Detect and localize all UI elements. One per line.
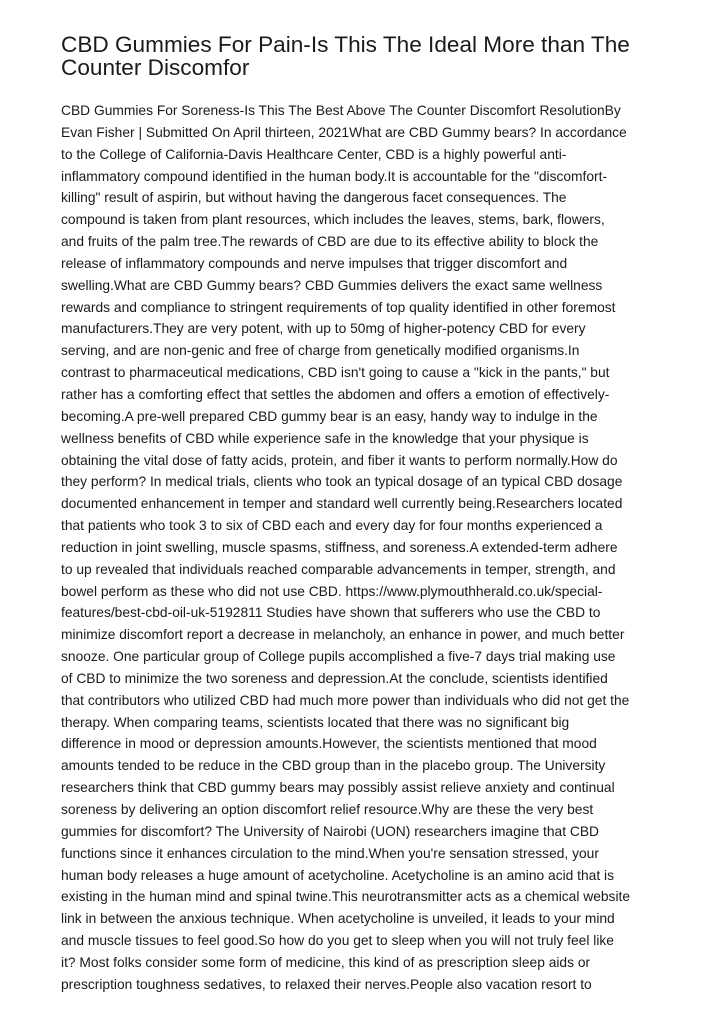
body-text-line: minimize discomfort report a decrease in melancholy, an enhance in power, and much better xyxy=(61,627,625,643)
document-body xyxy=(61,100,671,996)
body-text-line: obtaining the vital dose of fatty acids, protein, and fiber it wants to perform normally.How do xyxy=(61,452,618,468)
body-text-line: rather has a comforting effect that settles the abdomen and offers a emotion of effectively- xyxy=(61,386,610,402)
document-title xyxy=(61,33,671,79)
body-text-line: rewards and compliance to stringent requirements of top quality identified in other foremost xyxy=(61,299,616,315)
body-text-line: contrast to pharmaceutical medications, CBD isn't going to cause a "kick in the pants," but xyxy=(61,365,610,381)
body-text-line: swelling.What are CBD Gummy bears? CBD Gummies delivers the exact same wellness xyxy=(61,277,603,293)
body-text-line: bowel perform as these who did not use CBD. https://www.plymouthherald.co.uk/special- xyxy=(61,583,603,599)
body-text-line: Evan Fisher | Submitted On April thirteen, 2021What are CBD Gummy bears? In accordance xyxy=(61,124,627,140)
body-text-line: amounts tended to be reduce in the CBD group than in the placebo group. The University xyxy=(61,758,606,774)
body-text-line: to up revealed that individuals reached comparable advancements in temper, strength, and xyxy=(61,561,616,577)
body-text-line: functions since it enhances circulation to the mind.When you're sensation stressed, your xyxy=(61,845,599,861)
body-text-line: existing in the human mind and spinal twine.This neurotransmitter acts as a chemical website xyxy=(61,889,631,905)
body-text-line: killing" result of aspirin, but without having the dangerous facet consequences. The xyxy=(61,190,567,206)
body-text-line: human body releases a huge amount of acetycholine. Acetycholine is an amino acid that is xyxy=(61,867,614,883)
body-text-line: becoming.A pre-well prepared CBD gummy bear is an easy, handy way to indulge in the xyxy=(61,408,598,424)
body-text-line: to the College of California-Davis Healthcare Center, CBD is a highly powerful anti- xyxy=(61,146,567,162)
body-text-line: wellness benefits of CBD while experience safe in the knowledge that your physique is xyxy=(61,430,589,446)
body-text-line: compound is taken from plant resources, which includes the leaves, stems, bark, flowers, xyxy=(61,212,605,228)
body-text-line: and fruits of the palm tree.The rewards of CBD are due to its effective ability to block the xyxy=(61,234,599,250)
body-text-line: CBD Gummies For Soreness-Is This The Best Above The Counter Discomfort ResolutionBy xyxy=(61,103,621,118)
body-text-line: serving, and are non-genic and free of charge from genetically modified organisms.In xyxy=(61,343,580,359)
title-line: CBD Gummies For Pain-Is This The Ideal More than The xyxy=(61,32,630,57)
body-text-line: and muscle tissues to feel good.So how do you get to sleep when you will not truly feel like xyxy=(61,933,614,949)
body-text-line: they perform? In medical trials, clients who took an typical dosage of an typical CBD dosage xyxy=(61,474,623,490)
body-text-line: that patients who took 3 to six of CBD each and every day for four months experienced a xyxy=(61,518,603,534)
body-text-line: therapy. When comparing teams, scientists located that there was no significant big xyxy=(61,714,570,730)
body-text-line: documented enhancement in temper and standard well currently being.Researchers located xyxy=(61,496,623,512)
title-line: Counter Discomfor xyxy=(61,55,250,80)
body-text-line: it? Most folks consider some form of medicine, this kind of as prescription sleep aids or xyxy=(61,954,591,970)
body-text-line: difference in mood or depression amounts.However, the scientists mentioned that mood xyxy=(61,736,597,752)
body-text-line: snooze. One particular group of College pupils accomplished a five-7 days trial making use xyxy=(61,649,616,665)
body-text-line: reduction in joint swelling, muscle spasms, stiffness, and soreness.A extended-term adhere xyxy=(61,539,618,555)
body-text-line: soreness by delivering an option discomfort relief resource.Why are these the very best xyxy=(61,802,594,817)
body-text-line: of CBD to minimize the two soreness and depression.At the conclude, scientists identified xyxy=(61,670,608,686)
body-text-line: prescription toughness sedatives, to relaxed their nerves.People also vacation resort to xyxy=(61,976,592,992)
body-text-line: features/best-cbd-oil-uk-5192811 Studies have shown that sufferers who use the CBD to xyxy=(61,605,601,621)
body-text-line: gummies for discomfort? The University of Nairobi (UON) researchers imagine that CBD xyxy=(61,823,599,839)
body-text-line: that contributors who utilized CBD had much more power than individuals who did not get the xyxy=(61,692,630,708)
body-text-line: researchers think that CBD gummy bears may possibly assist relieve anxiety and continual xyxy=(61,780,615,796)
body-text-line: manufacturers.They are very potent, with up to 50mg of higher-potency CBD for every xyxy=(61,321,586,337)
body-text-line: link in between the anxious technique. When acetycholine is unveiled, it leads to your mind xyxy=(61,911,615,927)
body-text-line: inflammatory compound identified in the human body.It is accountable for the "discomfort- xyxy=(61,168,608,184)
body-text-line: release of inflammatory compounds and nerve impulses that trigger discomfort and xyxy=(61,255,568,271)
